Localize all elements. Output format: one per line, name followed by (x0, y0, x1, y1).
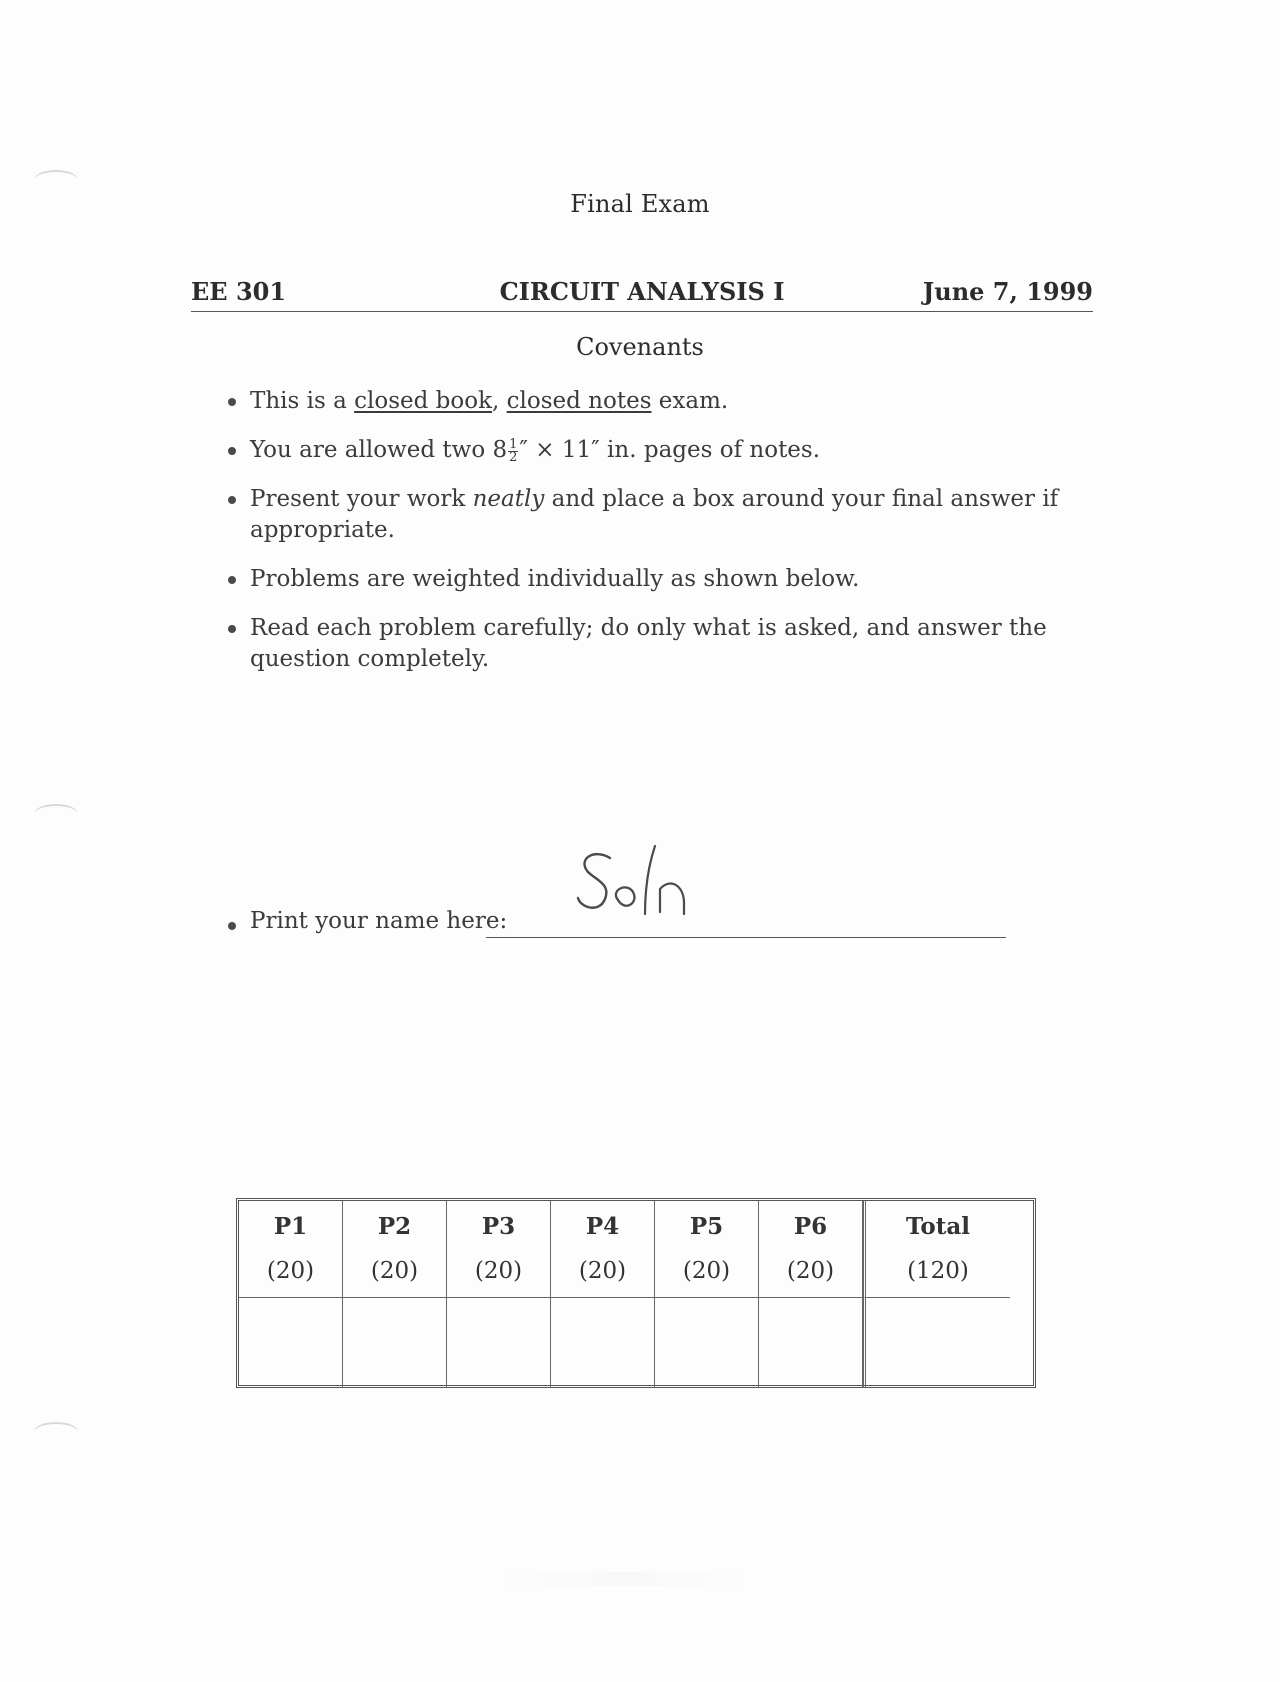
underlined-closed-book: closed book (354, 388, 493, 414)
problem-label: P4 (585, 1213, 620, 1240)
score-entry-p1[interactable] (239, 1298, 343, 1388)
score-header-p3 (447, 1201, 551, 1298)
italic-neatly: neatly (472, 486, 545, 512)
problem-label: P6 (793, 1213, 828, 1240)
covenant-text: Present your work (250, 486, 473, 512)
covenant-weighting (226, 564, 1098, 595)
course-code: EE 301 (191, 277, 287, 306)
bullet-dot (228, 398, 236, 406)
bullet-dot (228, 922, 236, 930)
score-header-p4 (551, 1201, 655, 1298)
punch-hole-middle (34, 804, 78, 824)
covenant-closed-book (226, 386, 1098, 417)
punch-hole-bottom (34, 1422, 78, 1442)
score-entry-p4[interactable] (551, 1298, 655, 1388)
score-grid (239, 1201, 1033, 1385)
bullet-dot (228, 625, 236, 633)
score-entry-p5[interactable] (655, 1298, 759, 1388)
name-entry-line[interactable] (486, 937, 1006, 938)
covenant-text: Read each problem carefully; do only what is asked, and answer the question completely. (250, 615, 1047, 672)
score-header-total (863, 1201, 1010, 1298)
punch-hole-top (34, 170, 78, 190)
faint-scan-mark (500, 1572, 750, 1586)
problem-points: (20) (370, 1258, 419, 1284)
score-header-p6 (759, 1201, 863, 1298)
score-table (236, 1198, 1036, 1388)
problem-label: P1 (273, 1213, 308, 1240)
underlined-closed-notes: closed notes (506, 388, 652, 414)
fraction-denominator: 2 (509, 449, 518, 465)
total-points: (120) (907, 1258, 969, 1284)
covenant-text: , (492, 388, 507, 414)
final-exam-title: Final Exam (570, 190, 710, 218)
covenant-neat-work (226, 484, 1098, 546)
score-entry-p2[interactable] (343, 1298, 447, 1388)
score-entry-p6[interactable] (759, 1298, 863, 1388)
problem-points: (20) (578, 1258, 627, 1284)
fraction-numerator: 1 (509, 436, 518, 452)
fraction-one-half (508, 436, 518, 465)
exam-date: June 7, 1999 (922, 277, 1093, 306)
problem-label: P3 (481, 1213, 516, 1240)
problem-label: P2 (377, 1213, 412, 1240)
course-header (191, 275, 1093, 312)
problem-label: P5 (689, 1213, 724, 1240)
covenants-list (226, 386, 1098, 693)
score-header-p1 (239, 1201, 343, 1298)
score-header-p5 (655, 1201, 759, 1298)
covenants-title: Covenants (576, 333, 704, 361)
covenant-text: ″ × 11″ in. pages of notes. (519, 437, 821, 463)
bullet-dot (228, 576, 236, 584)
bullet-dot (228, 496, 236, 504)
covenant-text: This is a (250, 388, 355, 414)
problem-points: (20) (786, 1258, 835, 1284)
score-entry-p3[interactable] (447, 1298, 551, 1388)
problem-points: (20) (266, 1258, 315, 1284)
bullet-dot (228, 447, 236, 455)
name-prompt: Print your name here: (250, 908, 508, 934)
covenant-text: exam. (651, 388, 729, 414)
covenant-notes-allowed (226, 435, 1098, 466)
score-header-p2 (343, 1201, 447, 1298)
problem-points: (20) (474, 1258, 523, 1284)
handwritten-signature (572, 842, 722, 924)
covenant-read-carefully (226, 613, 1098, 675)
course-subject: CIRCUIT ANALYSIS I (499, 277, 785, 306)
covenant-text: You are allowed two 8 (250, 437, 508, 463)
problem-points: (20) (682, 1258, 731, 1284)
covenant-text: Problems are weighted individually as shown below. (250, 566, 860, 592)
score-entry-total[interactable] (863, 1298, 1010, 1388)
covenant-text: and place a box around your final answer if appropriate. (250, 486, 1059, 543)
total-label: Total (905, 1213, 971, 1240)
